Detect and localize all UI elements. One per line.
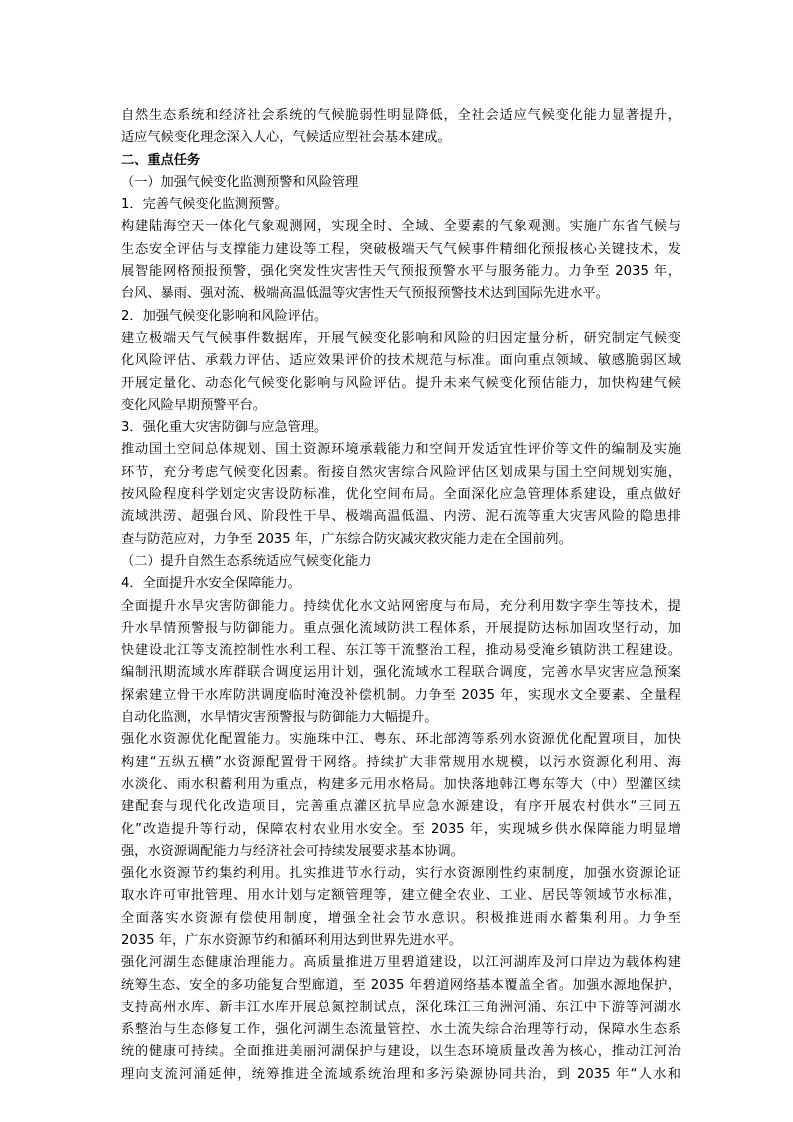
text-line: 强，水资源调配能力与经济社会可持续发展要求基本协调。 [121, 843, 464, 859]
text-line: 2．加强气候变化影响和风险评估。 [121, 308, 328, 324]
text-line: 取水许可审批管理、用水计划与定额管理等，建立健全农业、工业、居民等领域节水标准， [121, 888, 681, 904]
text-line: 按风险程度科学划定灾害设防标准，优化空间布局。全面深化应急管理体系建设，重点做好 [121, 487, 681, 503]
text-line: 理向支流河涌延伸，统筹推进全流域系统治理和多污染源协同共治，到 2035 年“人水和 [121, 1066, 681, 1082]
text-line: 生态安全评估与支撑能力建设等工程，突破极端天气气候事件精细化预报核心关键技术，发 [121, 241, 681, 257]
text-line: 4．全面提升水安全保障能力。 [121, 576, 301, 592]
text-line: 化风险评估、承载力评估、适应效果评价的技术规范与标准。面向重点领域、敏感脆弱区域 [121, 353, 681, 369]
text-line: 快建设北江等支流控制性水利工程、东江等干流整治工程，推动易受淹乡镇防洪工程建设。 [121, 643, 681, 659]
text-line: 构建陆海空天一体化气象观测网，实现全时、全域、全要素的气象观测。实施广东省气候与 [121, 219, 681, 235]
text-line: 2035 年，广东水资源节约和循环利用达到世界先进水平。 [121, 932, 463, 948]
text-line: 编制汛期流域水库群联合调度运用计划，强化流域水工程联合调度，完善水旱灾害应急预案 [121, 665, 681, 681]
text-line: 自然生态系统和经济社会系统的气候脆弱性明显降低，全社会适应气候变化能力显著提升， [121, 108, 681, 123]
text-line: （二）提升自然生态系统适应气候变化能力 [121, 553, 372, 569]
text-line: 全面落实水资源有偿使用制度，增强全社会节水意识。积极推进雨水蓄集利用。力争至 [121, 910, 681, 926]
text-line: 强化水资源节约集约利用。扎实推进节水行动，实行水资源刚性约束制度，加强水资源论证 [121, 866, 681, 882]
section-heading: 二、重点任务 [121, 152, 201, 168]
text-line: 台风、暴雨、强对流、极端高温低温等灾害性天气预报预警技术达到国际先进水平。 [121, 286, 609, 302]
text-line: 统的健康可持续。全面推进美丽河湖保护与建设，以生态环境质量改善为核心，推动江河治 [121, 1044, 681, 1060]
text-line: 适应气候变化理念深入人心，气候适应型社会基本建成。 [121, 130, 451, 146]
text-line: 全面提升水旱灾害防御能力。持续优化水文站网密度与布局，充分利用数字孪生等技术，提 [121, 598, 681, 614]
document-body [121, 105, 681, 1086]
text-line: 水淡化、雨水积蓄利用为重点，构建多元用水格局。加快落地韩江粤东等大（中）型灌区续 [121, 776, 681, 792]
text-line: 强化河湖生态健康治理能力。高质量推进万里碧道建设，以江河湖库及河口岸边为载体构建 [121, 955, 681, 971]
text-line: 3．强化重大灾害防御与应急管理。 [121, 420, 328, 436]
text-line: 推动国土空间总体规划、国土资源环境承载能力和空间开发适宜性评价等文件的编制及实施 [121, 442, 681, 458]
text-line: 系整治与生态修复工作，强化河湖生态流量管控、水土流失综合治理等行动，保障水生态系 [121, 1022, 681, 1038]
text-line: 化”改造提升等行动，保障农村农业用水安全。至 2035 年，实现城乡供水保障能力明显增 [121, 821, 681, 837]
text-line: 展智能网格预报预警，强化突发性灾害性天气预报预警水平与服务能力。力争至 2035 年， [121, 264, 681, 280]
text-line: 开展定量化、动态化气候变化影响与风险评估。提升未来气候变化预估能力，加快构建气候 [121, 375, 681, 391]
text-line: 变化风险早期预警平台。 [121, 397, 267, 413]
text-line: 自动化监测，水旱情灾害预警报与防御能力大幅提升。 [121, 710, 438, 726]
text-line: 强化水资源优化配置能力。实施珠中江、粤东、环北部湾等系列水资源优化配置项目，加快 [121, 732, 681, 748]
text-line: 流域洪涝、超强台风、阶段性干旱、极端高温低温、内涝、泥石流等重大灾害风险的隐患排 [121, 509, 681, 525]
text-line: 环节，充分考虑气候变化因素。衔接自然灾害综合风险评估区划成果与国土空间规划实施， [121, 464, 681, 480]
text-line: （一）加强气候变化监测预警和风险管理 [121, 174, 359, 190]
text-line: 探索建立骨干水库防洪调度临时淹没补偿机制。力争至 2035 年，实现水文全要素、全量程 [121, 687, 681, 703]
text-line: 统筹生态、安全的多功能复合型廊道，至 2035 年碧道网络基本覆盖全省。加强水源地保护， [121, 977, 681, 993]
text-line: 构建“五纵五横”水资源配置骨干网络。持续扩大非常规用水规模，以污水资源化利用、海 [121, 754, 681, 770]
text-line: 查与防范应对，力争至 2035 年，广东综合防灾减灾救灾能力走在全国前列。 [121, 531, 572, 547]
text-line: 建配套与现代化改造项目，完善重点灌区抗旱应急水源建设，有序开展农村供水“三同五 [121, 799, 681, 815]
text-line: 支持高州水库、新丰江水库开展总氮控制试点，深化珠江三角洲河涌、东江中下游等河湖水 [121, 999, 681, 1015]
text-line: 1．完善气候变化监测预警。 [121, 197, 288, 213]
text-line: 升水旱情预警报与防御能力。重点强化流域防洪工程体系，开展提防达标加固攻坚行动，加 [121, 620, 681, 636]
text-line: 建立极端天气气候事件数据库，开展气候变化影响和风险的归因定量分析，研究制定气候变 [121, 330, 681, 346]
